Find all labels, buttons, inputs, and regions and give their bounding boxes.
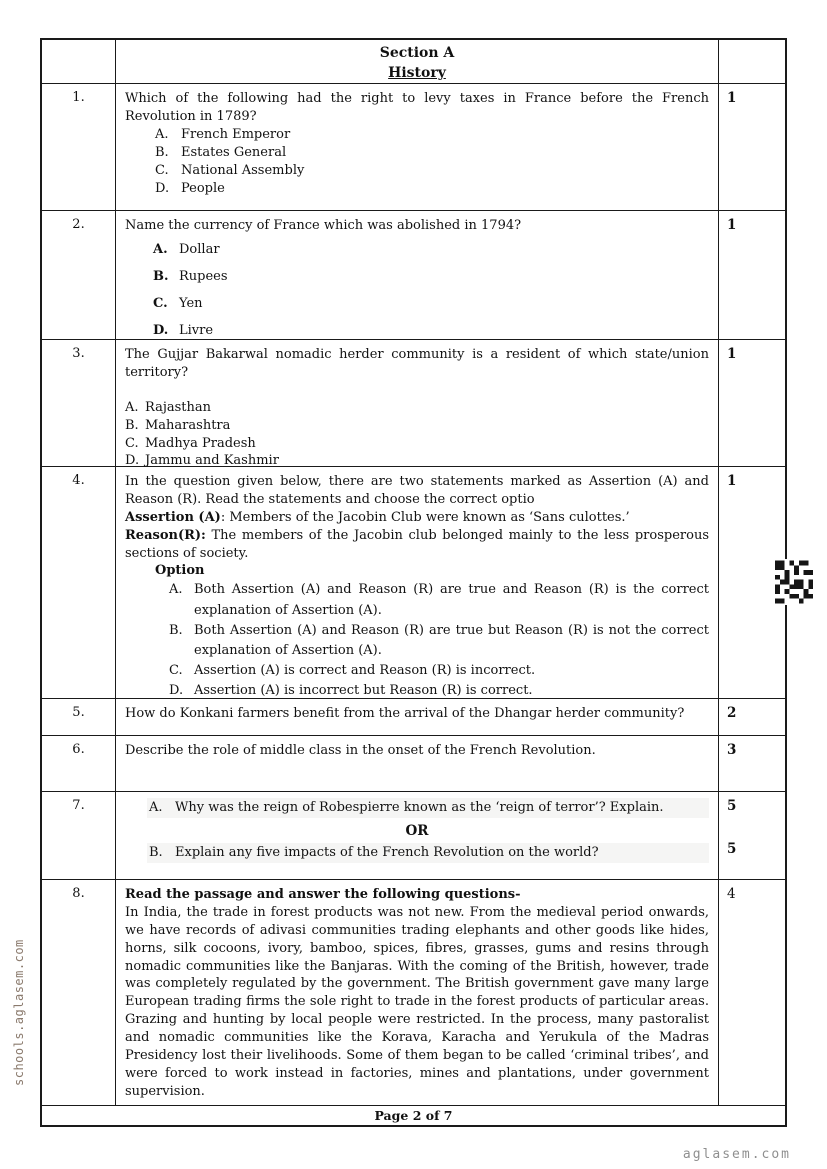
question-text: The Gujjar Bakarwal nomadic herder community is a resident of which state/union territory?: [125, 346, 709, 380]
question-body: [116, 736, 719, 791]
option-text: People: [181, 180, 225, 196]
page-border: [40, 38, 787, 1127]
question-number: 6.: [42, 736, 116, 791]
option-list: [125, 399, 709, 471]
option-item: [125, 435, 709, 453]
question-number: 5.: [42, 699, 116, 735]
option-item: [125, 399, 709, 417]
option-text: Assertion (A) is correct and Reason (R) is incorrect.: [194, 662, 536, 678]
marks-part-b: 5: [727, 840, 737, 857]
marks-cell: 4: [727, 885, 736, 902]
question-row-7: [42, 792, 785, 880]
part-letter: A.: [149, 799, 163, 815]
question-part-b: [147, 843, 709, 863]
option-letter: A.: [125, 399, 139, 415]
marks-cell: 2: [727, 704, 737, 721]
option-letter: A.: [169, 582, 183, 598]
question-row-2: [42, 211, 785, 340]
option-text: Estates General: [181, 144, 287, 160]
assertion-text: : Members of the Jacobin Club were known as ‘Sans culottes.’: [220, 509, 630, 525]
option-item: [153, 295, 709, 313]
option-item: [153, 322, 709, 340]
page-footer-row: [42, 1106, 785, 1125]
part-text: Why was the reign of Robespierre known as the ‘reign of terror’? Explain.: [175, 799, 664, 815]
question-table: [42, 40, 785, 1125]
option-text: Rajasthan: [145, 399, 212, 415]
option-list: [155, 126, 709, 198]
section-title: Section A: [379, 45, 455, 61]
marks-cell: 1: [727, 472, 737, 489]
question-row-3: [42, 340, 785, 467]
option-text: National Assembly: [181, 162, 305, 178]
question-body: [116, 84, 719, 210]
option-letter: C.: [153, 295, 168, 311]
option-list: [153, 241, 709, 340]
or-divider: OR: [405, 822, 429, 839]
part-text: Explain any five impacts of the French Revolution on the world?: [175, 845, 599, 861]
option-letter: D.: [153, 322, 169, 338]
option-item: [153, 241, 709, 259]
question-text: Which of the following had the right to levy taxes in France before the French Revolution in 1789?: [125, 90, 709, 124]
option-text: Yen: [179, 295, 203, 311]
part-letter: B.: [149, 845, 163, 861]
option-letter: A.: [155, 126, 169, 142]
marks-cell: [719, 792, 785, 879]
marks-cell: 1: [727, 216, 737, 233]
qr-code-graphic: [775, 559, 813, 605]
option-text: Madhya Pradesh: [145, 435, 256, 451]
option-item: [169, 580, 709, 620]
option-letter: B.: [153, 268, 169, 284]
question-row-6: [42, 736, 785, 792]
passage-heading: Read the passage and answer the following questions-: [125, 886, 521, 902]
option-letter: C.: [125, 435, 139, 451]
question-text: Name the currency of France which was abolished in 1794?: [125, 217, 522, 233]
question-number: 3.: [42, 340, 116, 466]
question-row-4: [42, 467, 785, 699]
marks-part-a: 5: [727, 797, 737, 814]
option-letter: D.: [125, 453, 140, 469]
option-text: Both Assertion (A) and Reason (R) are true and Reason (R) is the correct explanation of Assertion (A).: [194, 582, 709, 618]
question-number: 4.: [42, 467, 116, 698]
option-letter: D.: [169, 683, 184, 699]
option-letter: C.: [169, 662, 183, 678]
page-footer: Page 2 of 7: [374, 1108, 453, 1123]
question-number: 7.: [42, 792, 116, 879]
question-body: [116, 211, 719, 339]
option-list: [169, 580, 709, 701]
option-text: Livre: [179, 322, 214, 338]
option-text: Assertion (A) is incorrect but Reason (R) is correct.: [194, 683, 533, 699]
question-body: [116, 880, 719, 1105]
option-letter: B.: [125, 417, 139, 433]
option-text: Dollar: [179, 241, 220, 257]
question-body: [116, 340, 719, 469]
option-item: [155, 144, 709, 162]
reason-text: The members of the Jacobin club belonged mainly to the less prosperous sections of society.: [125, 527, 709, 561]
reason-label: Reason(R):: [125, 527, 206, 543]
option-text: Maharashtra: [145, 417, 231, 433]
option-letter: C.: [155, 162, 169, 178]
option-letter: B.: [169, 622, 183, 638]
option-item: [155, 162, 709, 180]
option-item: [169, 661, 709, 681]
option-text: Jammu and Kashmir: [145, 453, 279, 469]
reason-line: [125, 527, 709, 563]
header-number-cell: [42, 40, 116, 83]
option-letter: D.: [155, 180, 170, 196]
question-number: 1.: [42, 84, 116, 210]
question-body: [116, 792, 719, 879]
qr-code: [775, 559, 813, 605]
assertion-line: [125, 509, 709, 527]
option-letter: B.: [155, 144, 169, 160]
header-row: [42, 40, 785, 84]
option-text: Rupees: [179, 268, 228, 284]
assertion-label: Assertion (A): [125, 509, 221, 525]
option-text: French Emperor: [181, 126, 291, 142]
option-item: [169, 621, 709, 661]
option-heading: Option: [155, 563, 205, 579]
option-text: Both Assertion (A) and Reason (R) are true but Reason (R) is not the correct explanation of Assertion (A).: [194, 622, 709, 658]
question-number: 8.: [42, 880, 116, 1105]
question-row-1: [42, 84, 785, 211]
question-number: 2.: [42, 211, 116, 339]
question-row-8: [42, 880, 785, 1106]
option-item: [155, 126, 709, 144]
left-watermark: schools.aglasem.com: [12, 939, 26, 1086]
brand-watermark: aglasem.com: [682, 1147, 791, 1162]
question-body: [116, 699, 719, 735]
question-text: Describe the role of middle class in the onset of the French Revolution.: [125, 742, 596, 758]
question-intro: In the question given below, there are two statements marked as Assertion (A) and Reason (R). Read the statements and choose the correct optio: [125, 473, 709, 507]
passage-text: In India, the trade in forest products was not new. From the medieval period onwards, we have records of adivasi communities trading elephants and other goods like hides, horns, silk cocoons, ivory, bamboo, spices, fibres, grasses, gums and resins through nomadic communities like the Banjaras. With the coming of the British, however, trade was completely regulated by the government. The British government gave many large European trading firms the sole right to trade in the forest products of particular areas. Grazing and hunting by local people were restricted. In the process, many pastoralist and nomadic communities like the Korava, Karacha and Yerukula of the Madras Presidency lost their livelihoods. Some of them began to be called ‘criminal tribes’, and were forced to work instead in factories, mines and plantations, under government supervision.: [125, 904, 709, 1100]
option-item: [155, 180, 709, 198]
option-item: [153, 268, 709, 286]
question-text: How do Konkani farmers benefit from the arrival of the Dhangar herder community?: [125, 705, 685, 721]
option-letter: A.: [153, 241, 168, 257]
question-row-5: [42, 699, 785, 736]
header-cell: [116, 40, 719, 83]
header-marks-cell: [719, 40, 785, 83]
question-part-a: [147, 798, 709, 818]
marks-cell: 3: [727, 741, 737, 758]
marks-cell: 1: [727, 89, 737, 106]
question-body: [116, 467, 719, 698]
option-item: [125, 417, 709, 435]
section-subject: History: [388, 65, 446, 82]
marks-cell: 1: [727, 345, 737, 362]
